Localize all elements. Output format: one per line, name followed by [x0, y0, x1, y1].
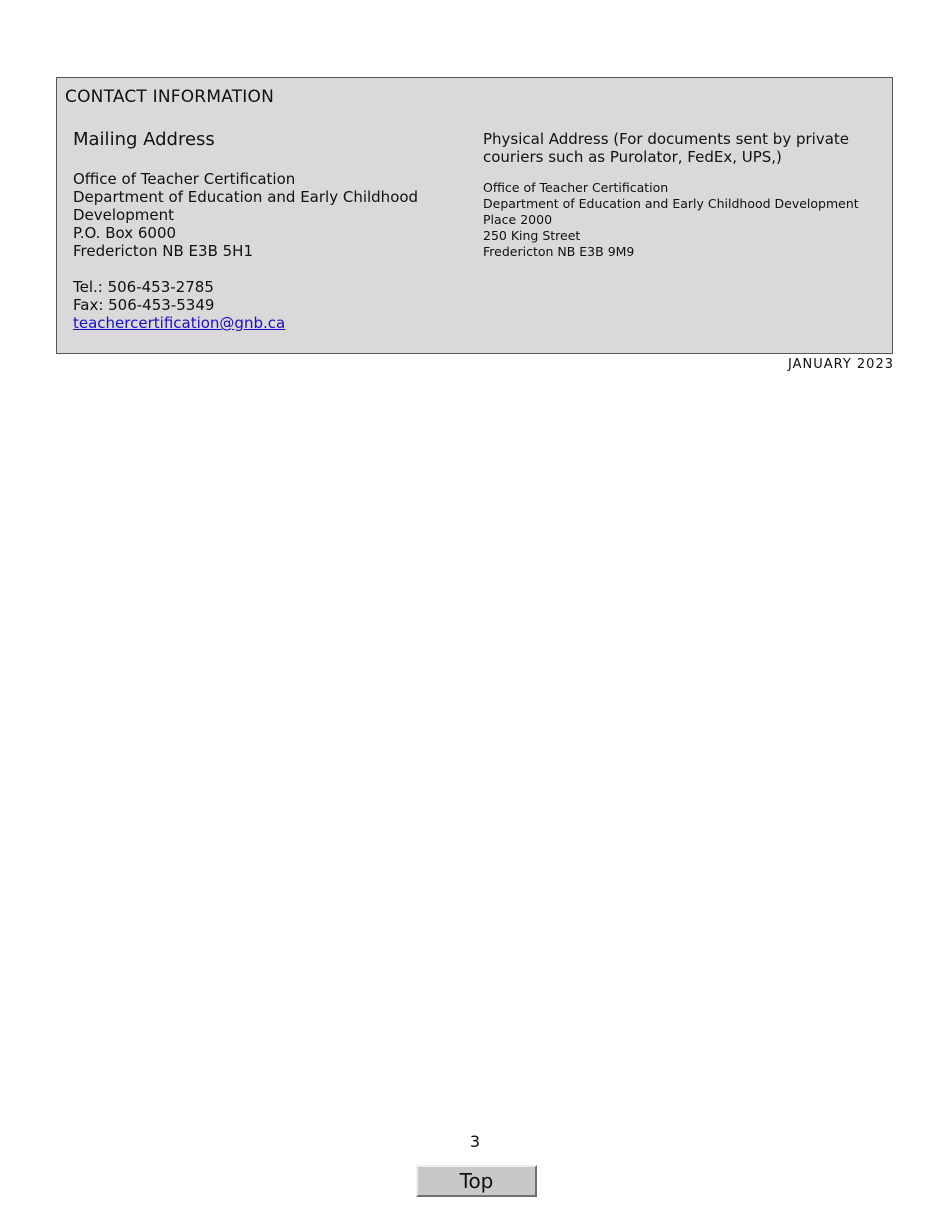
top-button[interactable]: Top [416, 1165, 537, 1197]
email-line [73, 314, 453, 332]
physical-address-line: 250 King Street [483, 228, 581, 243]
date-stamp: JANUARY 2023 [788, 357, 894, 372]
physical-address-line: Department of Education and Early Childhood Development [483, 196, 859, 211]
mailing-address-heading: Mailing Address [73, 129, 215, 150]
mailing-address-line: Fredericton NB E3B 5H1 [73, 242, 253, 260]
physical-address-heading: Physical Address (For documents sent by private couriers such as Purolator, FedEx, UPS,) [483, 130, 850, 166]
telephone-number: Tel.: 506-453-2785 [73, 278, 214, 296]
physical-address-line: Place 2000 [483, 212, 553, 227]
physical-address-line: Office of Teacher Certification [483, 180, 669, 195]
physical-address-line: Fredericton NB E3B 9M9 [483, 244, 635, 259]
page-number: 3 [469, 1132, 481, 1151]
email-link[interactable]: teachercertification@gnb.ca [73, 314, 286, 332]
mailing-address-line: Department of Education and Early Childhood [73, 188, 419, 206]
spacer [73, 260, 453, 278]
contact-information-title: CONTACT INFORMATION [65, 87, 274, 107]
mailing-address-line: Office of Teacher Certification [73, 170, 296, 188]
physical-address-section [483, 130, 883, 260]
mailing-address-section [73, 129, 453, 332]
mailing-address-line: P.O. Box 6000 [73, 224, 177, 242]
fax-number: Fax: 506-453-5349 [73, 296, 215, 314]
mailing-address-line: Development [73, 206, 174, 224]
contact-information-box [56, 77, 893, 354]
